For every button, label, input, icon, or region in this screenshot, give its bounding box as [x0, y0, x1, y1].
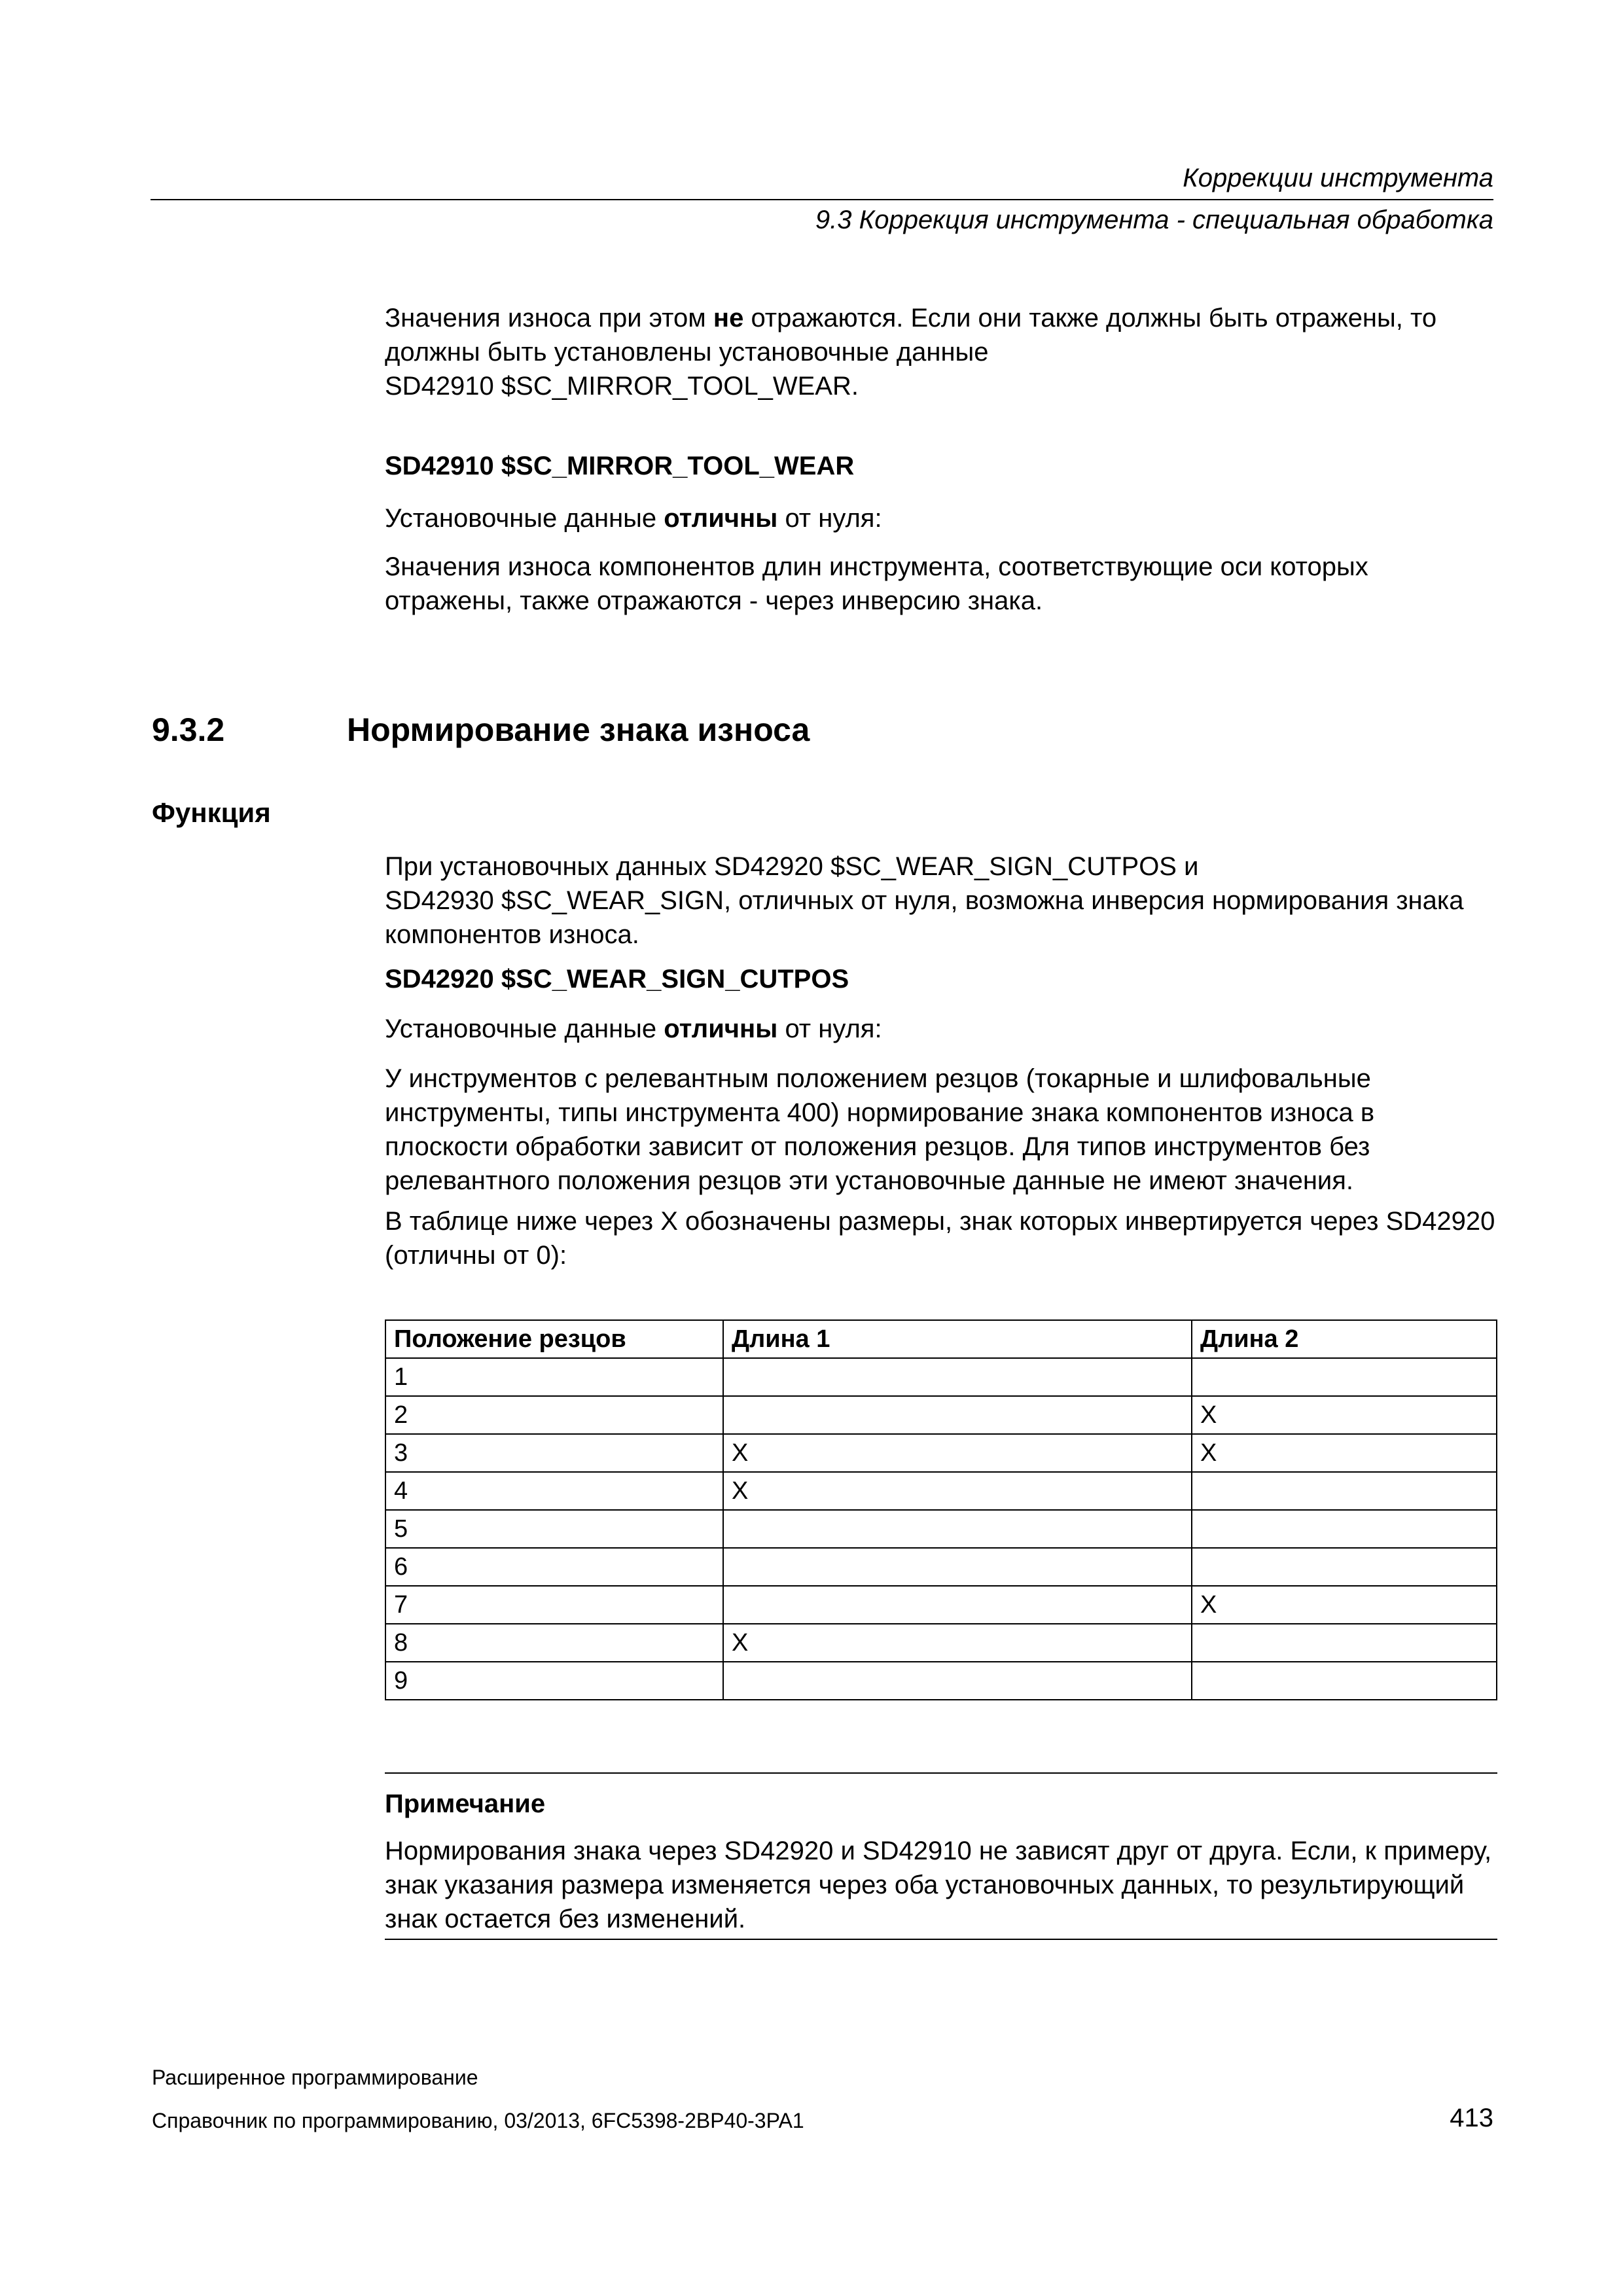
note-text-content: Нормирования знака через SD42920 и SD42910 не зависят друг от друга. Если, к примеру, знак указания размера изменяется через оба установочных данных, то результирующий знак остается без изменений.	[385, 1837, 1492, 1933]
table-cell	[723, 1358, 1192, 1396]
sd42910-condition	[385, 501, 1497, 535]
table-header-cell: Положение резцов	[385, 1320, 723, 1358]
table-cell: X	[1192, 1434, 1497, 1472]
note-bottom-rule	[385, 1939, 1497, 1940]
table-row	[385, 1510, 1497, 1548]
intro-text-bold: не	[713, 304, 744, 332]
table-cell: 8	[385, 1624, 723, 1662]
table-cell	[1192, 1510, 1497, 1548]
sd42920-condition	[385, 1012, 1497, 1046]
table-row	[385, 1434, 1497, 1472]
table-cell	[1192, 1624, 1497, 1662]
table-cell	[1192, 1358, 1497, 1396]
intro-text-a: Значения износа при этом	[385, 304, 713, 332]
sd42920-cond-b: от нуля:	[777, 1014, 882, 1043]
sd42920-cond-a: Установочные данные	[385, 1014, 664, 1043]
note-top-rule	[385, 1772, 1497, 1774]
sd42910-cond-a: Установочные данные	[385, 504, 664, 533]
table-row	[385, 1662, 1497, 1700]
table-row	[385, 1586, 1497, 1624]
table-cell	[723, 1510, 1192, 1548]
table-cell: 2	[385, 1396, 723, 1434]
note-text	[385, 1834, 1497, 1936]
table-cell: 6	[385, 1548, 723, 1586]
sd42920-heading: SD42920 $SC_WEAR_SIGN_CUTPOS	[385, 965, 849, 994]
table-cell: X	[723, 1472, 1192, 1510]
note-title: Примечание	[385, 1789, 546, 1818]
sd42910-cond-b: от нуля:	[777, 504, 882, 533]
table-cell: 4	[385, 1472, 723, 1510]
table-cell	[723, 1396, 1192, 1434]
table-row	[385, 1472, 1497, 1510]
sd42920-cond-bold: отличны	[664, 1014, 778, 1043]
table-header-row	[385, 1320, 1497, 1358]
function-label: Функция	[152, 797, 271, 828]
sd42910-text-content: Значения износа компонентов длин инструмента, соответствующие оси которых отражены, также отражаются - через инверсию знака.	[385, 552, 1368, 615]
table-cell: X	[1192, 1396, 1497, 1434]
table-cell	[1192, 1472, 1497, 1510]
table-cell: X	[1192, 1586, 1497, 1624]
sd42910-cond-bold: отличны	[664, 504, 778, 533]
intro-text	[385, 301, 1497, 369]
table-cell	[1192, 1548, 1497, 1586]
intro-line-3: SD42910 $SC_MIRROR_TOOL_WEAR.	[385, 372, 859, 401]
footer-document: Справочник по программированию, 03/2013, 6FC5398-2BP40-3PA1	[152, 2109, 804, 2132]
sd42910-heading: SD42910 $SC_MIRROR_TOOL_WEAR	[385, 452, 855, 480]
function-line-1: При установочных данных SD42920 $SC_WEAR_SIGN_CUTPOS и	[385, 852, 1199, 881]
intro-paragraph	[385, 301, 1497, 403]
running-header-section: 9.3 Коррекция инструмента - специальная обработка	[815, 206, 1493, 234]
table-row	[385, 1624, 1497, 1662]
table-cell	[723, 1548, 1192, 1586]
table-header-cell: Длина 2	[1192, 1320, 1497, 1358]
table-cell	[1192, 1662, 1497, 1700]
table-intro	[385, 1204, 1497, 1272]
function-line-2: SD42930 $SC_WEAR_SIGN, отличных от нуля, возможна инверсия нормирования знака компонентов износа.	[385, 886, 1464, 949]
cutting-position-table	[385, 1319, 1497, 1700]
table-row	[385, 1396, 1497, 1434]
table-cell: 1	[385, 1358, 723, 1396]
function-paragraph	[385, 850, 1497, 952]
footer-title: Расширенное программирование	[152, 2066, 478, 2089]
table-cell: 9	[385, 1662, 723, 1700]
table-cell: 7	[385, 1586, 723, 1624]
sd42920-text-content: У инструментов с релевантным положением резцов (токарные и шлифовальные инструменты, типы инструмента 400) нормирование знака компонентов износа в плоскости обработки зависит от положения резцов. Для типов инструментов без релевантного положения резцов эти установочные данные не имеют значения.	[385, 1064, 1375, 1195]
table-cell: X	[723, 1434, 1192, 1472]
table-header-cell: Длина 1	[723, 1320, 1192, 1358]
table-cell	[723, 1662, 1192, 1700]
section-number: 9.3.2	[152, 711, 225, 748]
sd42920-text	[385, 1062, 1497, 1198]
table-cell	[723, 1586, 1192, 1624]
section-title: Нормирование знака износа	[347, 711, 810, 748]
header-rule	[151, 199, 1493, 200]
running-header-chapter: Коррекции инструмента	[1183, 164, 1493, 192]
table-cell: 3	[385, 1434, 723, 1472]
table-row	[385, 1548, 1497, 1586]
table-row	[385, 1358, 1497, 1396]
sd42910-text	[385, 550, 1497, 618]
page-number: 413	[1450, 2104, 1493, 2132]
intro-text-b: отражаются. Если они также должны быть отражены, то должны быть установлены установочные данные	[385, 304, 1437, 367]
table-cell: X	[723, 1624, 1192, 1662]
table-intro-text: В таблице ниже через X обозначены размеры, знак которых инвертируется через SD42920 (отличны от 0):	[385, 1207, 1495, 1270]
table-cell: 5	[385, 1510, 723, 1548]
